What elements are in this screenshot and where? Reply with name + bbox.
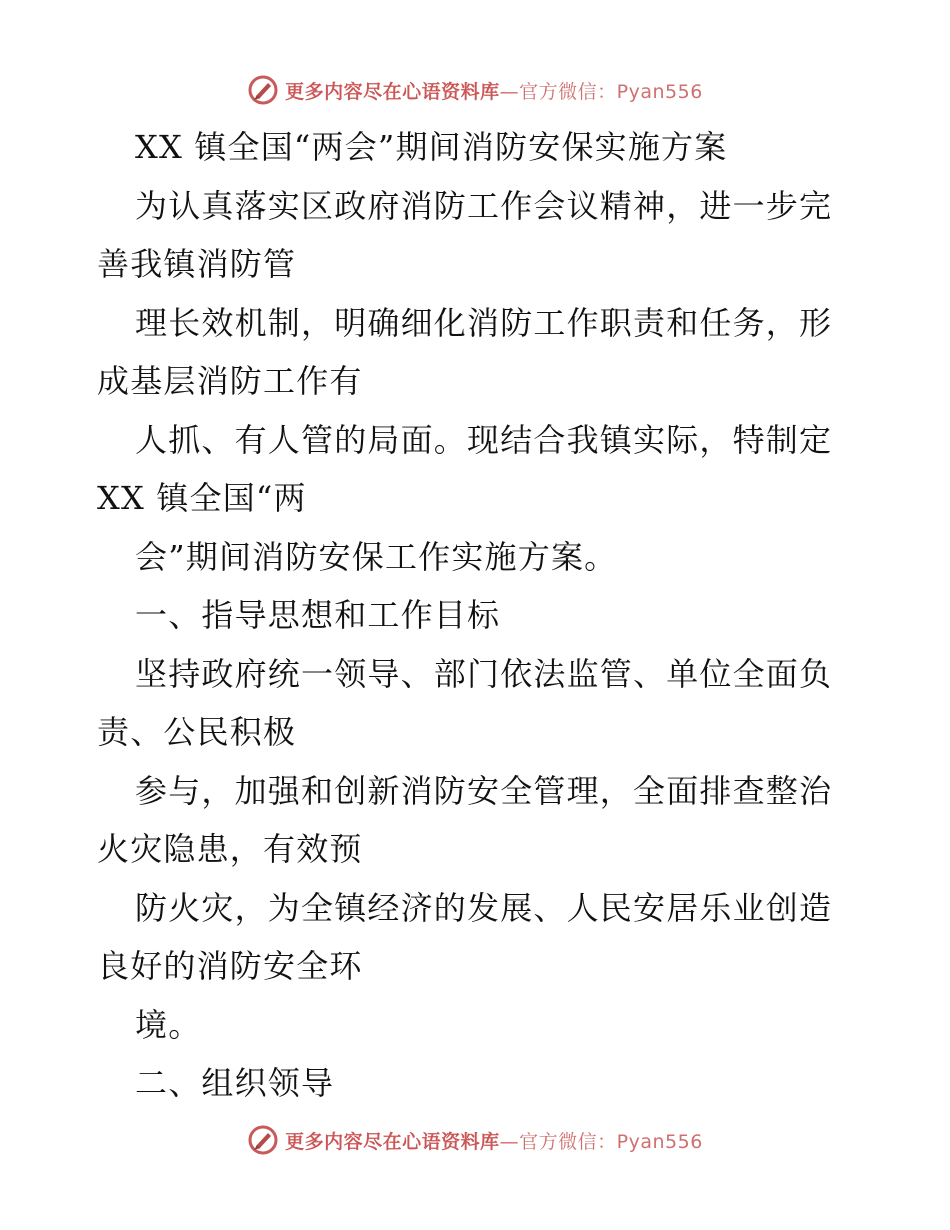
doc-line: 理长效机制，明确细化消防工作职责和任务，形 <box>135 303 833 342</box>
doc-line: 责、公民积极 <box>97 713 297 751</box>
watermark-dash: — <box>499 80 520 103</box>
doc-line: 成基层消防工作有 <box>97 362 363 400</box>
watermark-wechat: 官方微信：Pyan556 <box>519 1130 703 1153</box>
watermark-header <box>0 70 950 110</box>
section-heading-1: 一、指导思想和工作目标 <box>135 596 501 634</box>
doc-line: 会”期间消防安保工作实施方案。 <box>135 537 618 576</box>
doc-line: 火灾隐患，有效预 <box>97 830 363 868</box>
watermark-site: 更多内容尽在心语资料库 <box>285 1130 500 1153</box>
doc-line: 境。 <box>135 1005 202 1044</box>
watermark-text <box>285 1127 703 1154</box>
doc-line: 防火灾，为全镇经济的发展、人民安居乐业创造 <box>135 888 833 927</box>
section-heading-2: 二、组织领导 <box>135 1064 335 1102</box>
doc-title: XX 镇全国“两会”期间消防安保实施方案 <box>135 128 728 166</box>
doc-line: 参与，加强和创新消防安全管理，全面排查整治 <box>135 771 833 810</box>
doc-line: 为认真落实区政府消防工作会议精神，进一步完 <box>135 186 833 225</box>
doc-line: 善我镇消防管 <box>97 245 297 283</box>
watermark-site: 更多内容尽在心语资料库 <box>285 80 500 103</box>
doc-line: XX 镇全国“两 <box>97 479 307 517</box>
doc-line: 人抓、有人管的局面。现结合我镇实际，特制定 <box>135 420 833 459</box>
logo-icon <box>247 1124 279 1156</box>
doc-line: 良好的消防安全环 <box>97 947 363 985</box>
document-body <box>97 118 857 1113</box>
watermark-wechat: 官方微信：Pyan556 <box>519 80 703 103</box>
logo-icon <box>247 74 279 106</box>
watermark-footer <box>0 1120 950 1160</box>
doc-line: 坚持政府统一领导、部门依法监管、单位全面负 <box>135 654 833 693</box>
watermark-text <box>285 77 703 104</box>
watermark-dash: — <box>499 1130 520 1153</box>
